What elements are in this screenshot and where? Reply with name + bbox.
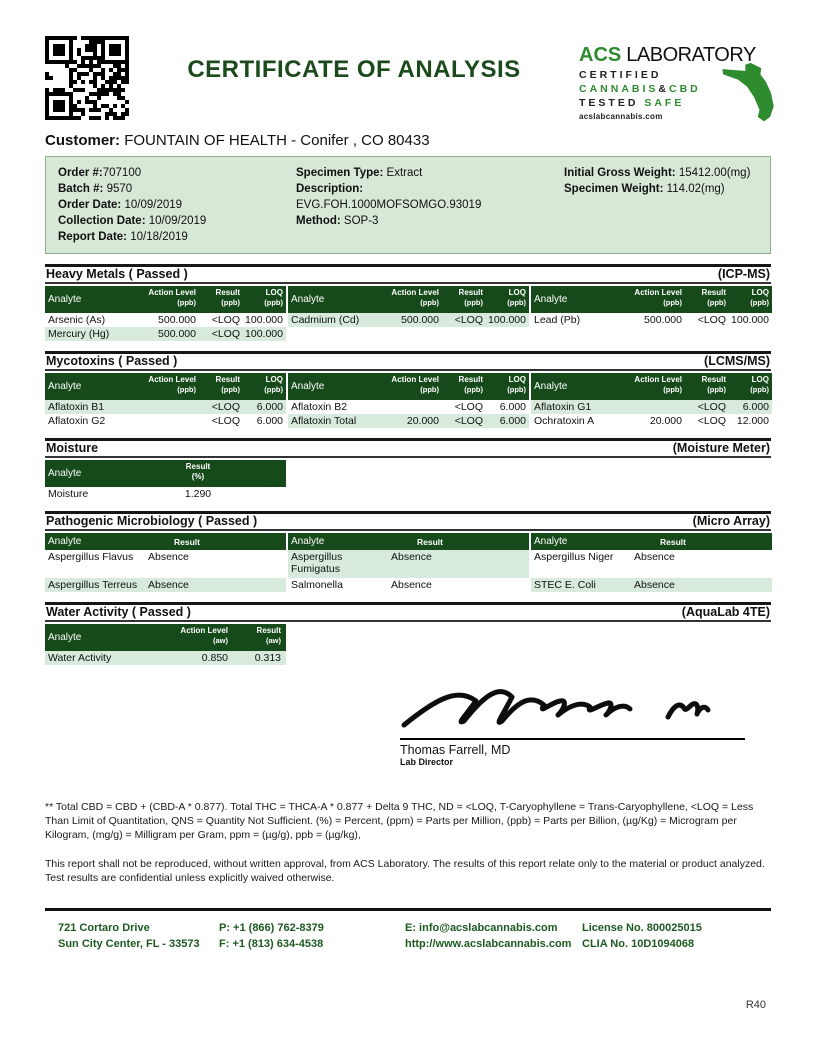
table-group xyxy=(45,533,286,592)
table-group xyxy=(531,286,772,341)
logo-acs-text: ACS xyxy=(579,44,622,66)
section-moisture xyxy=(45,438,771,501)
method: Method: SOP-3 xyxy=(296,215,379,228)
report-date: Report Date: 10/18/2019 xyxy=(58,231,188,244)
table-row: Aspergillus Fumigatus Absence xyxy=(288,550,529,578)
section-heavy-metals xyxy=(45,264,771,341)
definitions-note: ** Total CBD = CBD + (CBD-A * 0.877). Total THC = THCA-A * 0.877 + Delta 9 THC, ND = <LOQ, T-Caryophyllene = Trans-Caryophyllene, <LOQ = Less Than Limit of Quantitation, QNS = Quantity Not Sufficient. (%) = Percent, (ppm) = Parts per Million, (ppb) = Parts per Billion, (µg/Kg) = Microgram per Kilogram, (mg/g) = Milligram per Gram, ppm = (µg/g), ppb = (µg/kg), xyxy=(45,801,754,841)
customer-line xyxy=(0,124,816,149)
section-title: Heavy Metals ( Passed ) xyxy=(46,267,188,282)
section-header xyxy=(45,264,771,284)
section-title: Moisture xyxy=(46,441,99,456)
page-title: CERTIFICATE OF ANALYSIS xyxy=(187,56,521,83)
table-group xyxy=(288,533,529,592)
section-title: Water Activity ( Passed ) xyxy=(46,605,191,620)
table-row: Arsenic (As) 500.000 <LOQ 100.000 xyxy=(48,314,283,327)
table-header: Analyte Action Level (ppb) Result (ppb) LOQ (ppb) xyxy=(531,373,772,400)
signatory-name: Thomas Farrell, MD xyxy=(400,743,511,758)
customer-label: Customer: xyxy=(45,132,121,149)
table-row: Aflatoxin Total 20.000 <LOQ 6.000 xyxy=(288,414,529,428)
description: Description: EVG.FOH.1000MOFSOMGO.93019 xyxy=(296,183,482,212)
logo-laboratory-text: LABORATORY xyxy=(621,44,756,66)
order-info-col2 xyxy=(296,165,564,245)
table-group xyxy=(288,373,529,428)
notes xyxy=(45,801,771,885)
table-row: Salmonella Absence xyxy=(291,579,432,592)
table-header: Analyte Result xyxy=(45,533,286,550)
acs-laboratory-logo xyxy=(579,36,771,124)
specimen-type: Specimen Type: Extract xyxy=(296,167,423,179)
table-group xyxy=(531,373,772,428)
footer-email-web xyxy=(405,921,582,953)
footer-phone-fax: P: +1 (866) 762-8379 F: +1 (813) 634-4538 xyxy=(219,921,324,950)
table-group xyxy=(45,373,286,428)
table-group xyxy=(288,286,529,341)
logo-tested-safe-text: TESTED SAFE xyxy=(579,97,685,109)
table-row: Aflatoxin G1 <LOQ 6.000 xyxy=(531,400,772,414)
order-number: Order #:707100 xyxy=(58,167,142,179)
logo-certified-text: CERTIFIED xyxy=(579,69,662,81)
heavy-metals-table xyxy=(45,286,771,341)
initial-gross-weight: Initial Gross Weight: 15412.00(mg) xyxy=(564,167,751,179)
table-row: Aflatoxin G2 <LOQ 6.000 xyxy=(48,415,283,428)
logo-website: acslabcannabis.com xyxy=(579,112,663,121)
microbiology-table xyxy=(45,533,771,592)
table-group xyxy=(531,533,772,592)
section-mycotoxins xyxy=(45,351,771,428)
table-row: Aflatoxin B2 <LOQ 6.000 xyxy=(291,401,526,414)
table-header: Analyte Action Level (ppb) Result (ppb) LOQ (ppb) xyxy=(288,373,529,400)
table-row: Aspergillus Terreus Absence xyxy=(45,578,286,592)
table-row: Aflatoxin B1 <LOQ 6.000 xyxy=(45,400,286,414)
table-row: Cadmium (Cd) 500.000 <LOQ 100.000 xyxy=(288,313,529,327)
table-row: Moisture 1.290 xyxy=(48,488,212,501)
footer-address: 721 Cortaro Drive Sun City Center, FL - 33573 xyxy=(58,921,200,950)
table-row: Aspergillus Niger Absence xyxy=(534,551,675,564)
order-info-col3 xyxy=(564,165,758,245)
table-header: Analyte Action Level (ppb) Result (ppb) LOQ (ppb) xyxy=(531,286,772,313)
section-method: (LCMS/MS) xyxy=(704,354,770,369)
collection-date: Collection Date: 10/09/2019 xyxy=(58,215,207,228)
revision-label: R40 xyxy=(745,998,766,1011)
footer-license: License No. 800025015 CLIA No. 10D1094068 xyxy=(582,921,702,950)
signatory-role: Lab Director xyxy=(400,757,454,768)
table-row: Ochratoxin A 20.000 <LOQ 12.000 xyxy=(534,415,769,428)
table-header: Analyte Action Level (ppb) Result (ppb) LOQ (ppb) xyxy=(288,286,529,313)
section-method: (AquaLab 4TE) xyxy=(681,605,770,620)
table-row: Lead (Pb) 500.000 <LOQ 100.000 xyxy=(534,314,769,327)
table-row: STEC E. Coli Absence xyxy=(531,578,772,592)
order-date: Order Date: 10/09/2019 xyxy=(58,199,183,212)
table-header: Analyte Action Level (aw) Result (aw) xyxy=(45,624,286,651)
section-title: Mycotoxins ( Passed ) xyxy=(46,354,178,369)
table-header: Analyte Result xyxy=(288,533,529,550)
header xyxy=(0,0,816,124)
order-info-box xyxy=(45,156,771,254)
table-header: Analyte Result xyxy=(531,533,772,550)
section-title: Pathogenic Microbiology ( Passed ) xyxy=(46,514,258,529)
order-info-col1 xyxy=(58,165,296,245)
table-header: Analyte Result (%) xyxy=(45,460,286,487)
signature-block xyxy=(400,677,745,767)
batch-number: Batch #: 9570 xyxy=(58,183,133,196)
section-header xyxy=(45,511,771,531)
florida-map-icon xyxy=(721,62,775,124)
section-method: (Moisture Meter) xyxy=(672,441,770,456)
footer-email: E: info@acslabcannabis.com xyxy=(405,921,558,934)
section-header xyxy=(45,438,771,458)
footer-contact xyxy=(45,921,771,953)
disclaimer-note: This report shall not be reproduced, without written approval, from ACS Laboratory. The results of this report relate only to the material or product analyzed. Test results are confidential unless explicitly waived otherwise. xyxy=(45,858,765,885)
customer-value: FOUNTAIN OF HEALTH - Conifer , CO 80433 xyxy=(124,132,430,149)
table-row: Water Activity 0.850 0.313 xyxy=(45,651,286,665)
table-row: Mercury (Hg) 500.000 <LOQ 100.000 xyxy=(45,327,286,341)
section-header xyxy=(45,351,771,371)
section-water-activity xyxy=(45,602,771,665)
signature-line xyxy=(400,738,745,740)
table-group xyxy=(45,286,286,341)
table-header: Analyte Action Level (ppb) Result (ppb) LOQ (ppb) xyxy=(45,373,286,400)
mycotoxins-table xyxy=(45,373,771,428)
section-method: (Micro Array) xyxy=(692,514,770,529)
table-row: Aspergillus Flavus Absence xyxy=(48,551,189,564)
table-group xyxy=(45,460,286,501)
specimen-weight: Specimen Weight: 114.02(mg) xyxy=(564,183,725,196)
moisture-table xyxy=(45,460,771,501)
table-header: Analyte Action Level (ppb) Result (ppb) LOQ (ppb) xyxy=(45,286,286,313)
section-pathogenic-microbiology xyxy=(45,511,771,592)
footer-divider xyxy=(45,908,771,911)
footer-website: http://www.acslabcannabis.com xyxy=(405,937,572,950)
water-activity-table xyxy=(45,624,771,665)
qr-code-icon xyxy=(45,36,129,120)
section-header xyxy=(45,602,771,622)
table-group xyxy=(45,624,286,665)
section-method: (ICP-MS) xyxy=(717,267,770,282)
logo-cannabis-cbd-text: CANNABIS&CBD xyxy=(579,83,701,95)
signature xyxy=(400,677,745,733)
